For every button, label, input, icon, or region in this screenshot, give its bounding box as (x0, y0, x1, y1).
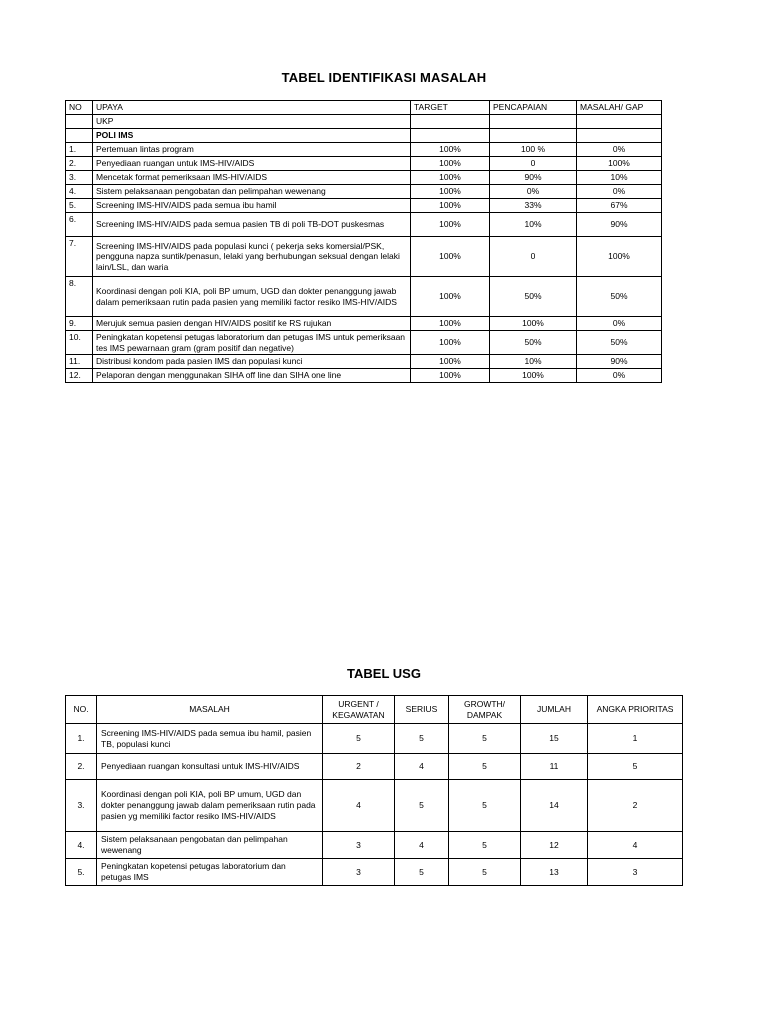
header-gap: MASALAH/ GAP (577, 101, 662, 115)
usg-row-prioritas: 2 (588, 780, 683, 832)
usg-row-serius: 5 (395, 859, 449, 886)
usg-header-masalah: MASALAH (97, 696, 323, 724)
usg-header-serius: SERIUS (395, 696, 449, 724)
row-no: 11. (66, 355, 93, 369)
usg-row (66, 724, 683, 754)
row-gap: 0% (577, 143, 662, 157)
usg-header-prioritas: ANGKA PRIORITAS (588, 696, 683, 724)
row-upaya: Distribusi kondom pada pasien IMS dan populasi kunci (93, 355, 411, 369)
usg-row-growth: 5 (449, 780, 521, 832)
table-header-row (66, 101, 662, 115)
section-label: POLI IMS (93, 129, 411, 143)
row-pencapaian: 10% (490, 355, 577, 369)
usg-row-no: 3. (66, 780, 97, 832)
row-upaya: Merujuk semua pasien dengan HIV/AIDS positif ke RS rujukan (93, 317, 411, 331)
usg-row-masalah: Sistem pelaksanaan pengobatan dan pelimpahan wewenang (97, 832, 323, 859)
usg-row-prioritas: 3 (588, 859, 683, 886)
table-row (66, 369, 662, 383)
header-pencapaian: PENCAPAIAN (490, 101, 577, 115)
usg-row-masalah: Peningkatan kopetensi petugas laboratorium dan petugas IMS (97, 859, 323, 886)
usg-row-no: 4. (66, 832, 97, 859)
row-no: 3. (66, 171, 93, 185)
usg-row-growth: 5 (449, 832, 521, 859)
row-no: 6. (66, 213, 93, 237)
row-upaya: Pertemuan lintas program (93, 143, 411, 157)
row-gap: 50% (577, 277, 662, 317)
header-target: TARGET (411, 101, 490, 115)
row-no: 9. (66, 317, 93, 331)
row-upaya: Sistem pelaksanaan pengobatan dan pelimpahan wewenang (93, 185, 411, 199)
row-no: 7. (66, 237, 93, 277)
row-pencapaian: 0% (490, 185, 577, 199)
row-upaya: Screening IMS-HIV/AIDS pada semua pasien TB di poli TB-DOT puskesmas (93, 213, 411, 237)
usg-header-row (66, 696, 683, 724)
usg-row (66, 859, 683, 886)
row-upaya: Peningkatan kopetensi petugas laboratorium dan petugas IMS untuk pemeriksaan tes IMS pewarnaan gram (gram positif dan negative) (93, 331, 411, 355)
row-upaya: Screening IMS-HIV/AIDS pada semua ibu hamil (93, 199, 411, 213)
row-target: 100% (411, 331, 490, 355)
usg-row-serius: 5 (395, 724, 449, 754)
row-no: 5. (66, 199, 93, 213)
usg-row-jumlah: 14 (521, 780, 588, 832)
usg-row-growth: 5 (449, 754, 521, 780)
row-no: 4. (66, 185, 93, 199)
usg-row-masalah: Koordinasi dengan poli KIA, poli BP umum, UGD dan dokter penanggung jawab dalam pemeriksaan rutin pada pasien yg memiliki factor resiko IMS-HIV/AIDS (97, 780, 323, 832)
table-masalah-title: TABEL IDENTIFIKASI MASALAH (281, 70, 487, 85)
table-row (66, 331, 662, 355)
row-gap: 0% (577, 369, 662, 383)
usg-row (66, 832, 683, 859)
row-pencapaian: 10% (490, 213, 577, 237)
row-pencapaian: 100% (490, 369, 577, 383)
row-target: 100% (411, 143, 490, 157)
table-usg-title: TABEL USG (347, 666, 421, 681)
usg-row-prioritas: 1 (588, 724, 683, 754)
usg-row-urgent: 3 (323, 832, 395, 859)
row-target: 100% (411, 157, 490, 171)
usg-row-urgent: 3 (323, 859, 395, 886)
row-pencapaian: 0 (490, 157, 577, 171)
row-target: 100% (411, 277, 490, 317)
table-usg (65, 695, 683, 886)
row-no: 2. (66, 157, 93, 171)
row-gap: 100% (577, 157, 662, 171)
row-upaya: Penyediaan ruangan untuk IMS-HIV/AIDS (93, 157, 411, 171)
row-gap: 50% (577, 331, 662, 355)
table-row (66, 213, 662, 237)
row-target: 100% (411, 171, 490, 185)
row-gap: 90% (577, 355, 662, 369)
usg-row-prioritas: 4 (588, 832, 683, 859)
usg-row-masalah: Screening IMS-HIV/AIDS pada semua ibu hamil, pasien TB, populasi kunci (97, 724, 323, 754)
header-no: NO (66, 101, 93, 115)
usg-row-jumlah: 12 (521, 832, 588, 859)
row-no: 12. (66, 369, 93, 383)
row-gap: 100% (577, 237, 662, 277)
ukp-row (66, 115, 662, 129)
row-upaya: Mencetak format pemeriksaan IMS-HIV/AIDS (93, 171, 411, 185)
row-target: 100% (411, 369, 490, 383)
usg-row-serius: 5 (395, 780, 449, 832)
ukp-label: UKP (93, 115, 411, 129)
usg-header-no: NO. (66, 696, 97, 724)
row-pencapaian: 100% (490, 317, 577, 331)
table-row (66, 185, 662, 199)
row-pencapaian: 50% (490, 277, 577, 317)
row-target: 100% (411, 199, 490, 213)
row-pencapaian: 33% (490, 199, 577, 213)
table-row (66, 237, 662, 277)
row-pencapaian: 100 % (490, 143, 577, 157)
table-row (66, 277, 662, 317)
usg-row (66, 754, 683, 780)
row-pencapaian: 0 (490, 237, 577, 277)
row-target: 100% (411, 213, 490, 237)
table-row (66, 317, 662, 331)
usg-row-masalah: Penyediaan ruangan konsultasi untuk IMS-HIV/AIDS (97, 754, 323, 780)
row-upaya: Screening IMS-HIV/AIDS pada populasi kunci ( pekerja seks komersial/PSK, pengguna napza suntik/penasun, lelaki yang berhubungan seksual dengan lelaki lain/LSL, dan waria (93, 237, 411, 277)
row-gap: 0% (577, 317, 662, 331)
row-target: 100% (411, 355, 490, 369)
usg-row-no: 1. (66, 724, 97, 754)
row-gap: 10% (577, 171, 662, 185)
table-row (66, 171, 662, 185)
table-row (66, 199, 662, 213)
usg-row-urgent: 2 (323, 754, 395, 780)
usg-row-serius: 4 (395, 754, 449, 780)
row-no: 8. (66, 277, 93, 317)
row-upaya: Pelaporan dengan menggunakan SIHA off line dan SIHA one line (93, 369, 411, 383)
row-target: 100% (411, 237, 490, 277)
table-identifikasi-masalah (65, 100, 662, 383)
usg-row-jumlah: 11 (521, 754, 588, 780)
section-row (66, 129, 662, 143)
table-row (66, 355, 662, 369)
row-upaya: Koordinasi dengan poli KIA, poli BP umum, UGD dan dokter penanggung jawab dalam pemeriksaan rutin pada pasien yang memiliki factor resiko IMS-HIV/AIDS (93, 277, 411, 317)
usg-row-growth: 5 (449, 859, 521, 886)
usg-row-urgent: 4 (323, 780, 395, 832)
row-no: 1. (66, 143, 93, 157)
usg-header-growth: GROWTH/ DAMPAK (449, 696, 521, 724)
usg-row-jumlah: 13 (521, 859, 588, 886)
usg-row-urgent: 5 (323, 724, 395, 754)
usg-row-no: 5. (66, 859, 97, 886)
row-target: 100% (411, 317, 490, 331)
row-no: 10. (66, 331, 93, 355)
usg-row (66, 780, 683, 832)
row-pencapaian: 50% (490, 331, 577, 355)
row-gap: 67% (577, 199, 662, 213)
table-row (66, 157, 662, 171)
header-upaya: UPAYA (93, 101, 411, 115)
usg-row-growth: 5 (449, 724, 521, 754)
row-pencapaian: 90% (490, 171, 577, 185)
usg-row-serius: 4 (395, 832, 449, 859)
usg-header-jumlah: JUMLAH (521, 696, 588, 724)
row-gap: 90% (577, 213, 662, 237)
table-row (66, 143, 662, 157)
usg-header-urgent: URGENT / KEGAWATAN (323, 696, 395, 724)
row-gap: 0% (577, 185, 662, 199)
usg-row-no: 2. (66, 754, 97, 780)
row-target: 100% (411, 185, 490, 199)
usg-row-prioritas: 5 (588, 754, 683, 780)
usg-row-jumlah: 15 (521, 724, 588, 754)
